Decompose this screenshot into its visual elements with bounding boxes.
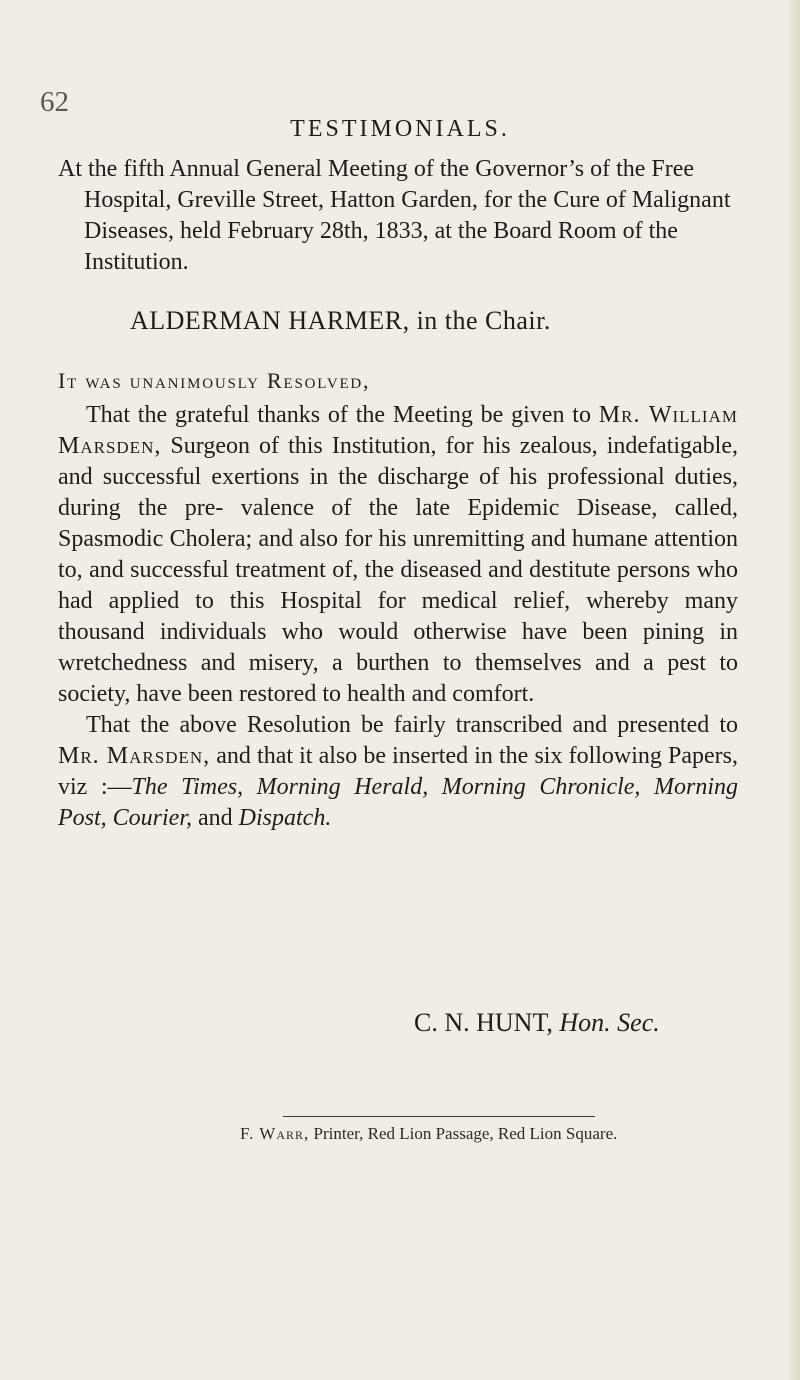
resolution-paragraph-1	[58, 400, 738, 710]
resolution-paragraph-2	[58, 710, 738, 834]
imprint-rule	[283, 1116, 595, 1117]
meeting-intro	[58, 154, 738, 278]
marsden-full-name: Mr. William Marsden,	[58, 402, 738, 459]
signature-name: C. N. HUNT,	[414, 1008, 553, 1037]
newspaper-dispatch: Dispatch.	[238, 805, 332, 831]
resolution-text	[58, 400, 738, 834]
printer-name: F. Warr,	[240, 1124, 310, 1143]
meeting-intro-text: At the fifth Annual General Meeting of the Governor’s of the Free Hospital, Greville Street, Hatton Garden, for the Cure of Malignant Diseases, held February 28th, 1833, at the Board Room of the Institution.	[58, 156, 731, 275]
running-head: TESTIMONIALS.	[290, 116, 510, 142]
printer-address: Printer, Red Lion Passage, Red Lion Square.	[309, 1124, 618, 1143]
resolution-p2-before: That the above Resolution be fairly transcribed and presented to	[86, 712, 738, 738]
newspaper-list: The Times, Morning Herald, Morning Chronicle, Morning Post, Courier,	[58, 774, 738, 831]
marsden-name: Mr. Marsden,	[58, 743, 211, 769]
signature-role: Hon. Sec.	[559, 1008, 660, 1037]
page-number: 62	[40, 86, 69, 118]
resolution-p1-after: Surgeon of this Institution, for his zealous, indefatigable, and successful exertions in the discharge of his professional duties, during the pre- valence of the late Epidemic Disease, called, Spasmodic Cholera; and also for his unremitting and humane attention to, and successful treatment of, the diseased and destitute persons who had applied to this Hospital for medical relief, whereby many thousand individuals who would otherwise have been pining in wretchedness and misery, a burthen to themselves and a pest to society, have been restored to health and comfort.	[58, 433, 738, 707]
resolution-p2-and: and	[192, 805, 239, 831]
resolution-p2-middle: and that it also be inserted in the six following Papers, viz :—	[58, 743, 739, 800]
signature	[414, 1008, 660, 1038]
resolution-p1-before: That the grateful thanks of the Meeting be given to	[86, 402, 599, 428]
chair-line: ALDERMAN HARMER, in the Chair.	[130, 306, 551, 335]
page-edge-shadow	[786, 0, 800, 1380]
printer-imprint	[240, 1124, 617, 1144]
resolved-line: It was unanimously Resolved,	[58, 368, 371, 393]
